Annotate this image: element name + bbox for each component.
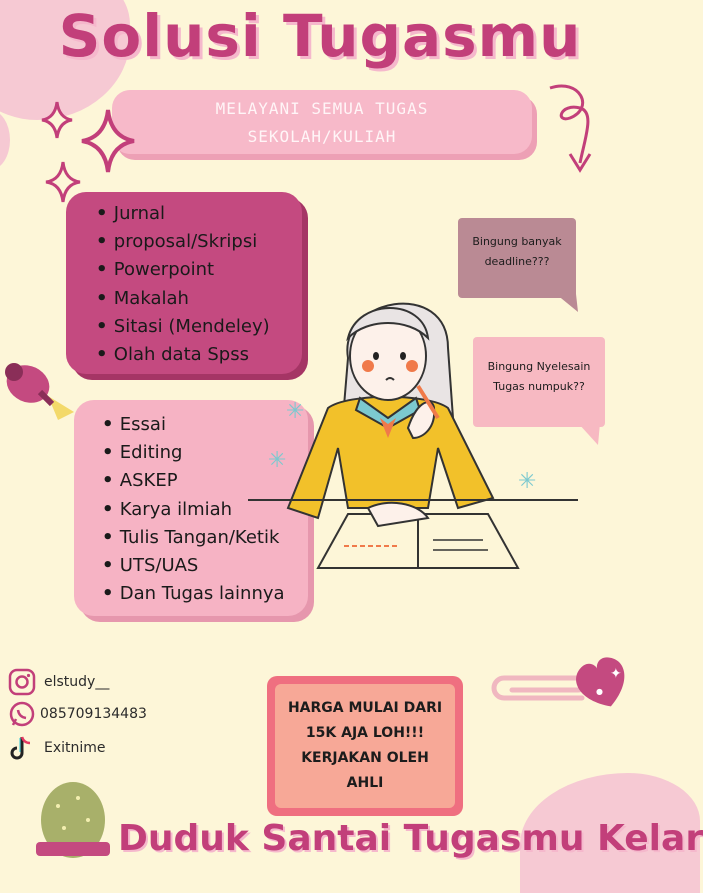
cactus-icon: [28, 776, 118, 853]
decor-blob: [0, 110, 10, 170]
service-item: • Olah data Spss: [96, 341, 302, 369]
svg-text:●: ●: [596, 687, 603, 696]
page-title: Solusi Tugasmu: [58, 2, 582, 70]
tagline-banner: [112, 90, 532, 154]
service-item: • Powerpoint: [96, 256, 302, 284]
bubble-tail: [578, 423, 602, 447]
price-line: AHLI: [346, 775, 384, 791]
instagram-icon: [8, 668, 36, 696]
instagram-handle: elstudy__: [44, 674, 110, 690]
sparkle-icon: [40, 100, 74, 140]
heart-icon: [570, 652, 634, 712]
service-item: • Karya ilmiah: [102, 496, 308, 524]
bubble-text: Tugas numpuk??: [493, 380, 585, 393]
contact-whatsapp[interactable]: [8, 700, 147, 728]
tagline-line1: MELAYANI SEMUA TUGAS: [215, 99, 429, 118]
price-line: HARGA MULAI DARI: [287, 700, 443, 716]
price-line: 15K AJA LOH!!!: [305, 725, 425, 741]
whatsapp-number: 085709134483: [40, 706, 147, 722]
bubble-text: Bingung banyak: [472, 235, 562, 248]
price-box-inner: [275, 684, 455, 808]
service-item: • Dan Tugas lainnya: [102, 580, 308, 608]
curly-arrow-icon: [540, 78, 620, 178]
sparkle-icon: [80, 108, 136, 174]
whatsapp-icon: [8, 700, 36, 728]
tiktok-handle: Exitnime: [44, 740, 106, 756]
service-item: • UTS/UAS: [102, 552, 308, 580]
contact-tiktok[interactable]: [8, 734, 106, 762]
star-icon: ✳: [268, 448, 287, 473]
student-illustration: [248, 278, 588, 578]
service-item: • ASKEP: [102, 467, 308, 495]
service-item: • Sitasi (Mendeley): [96, 313, 302, 341]
lamp-icon: [0, 352, 80, 422]
bubble-text: deadline???: [484, 255, 550, 268]
speech-bubble: [473, 337, 605, 427]
footer-slogan: Duduk Santai Tugasmu Kelar: [118, 818, 703, 859]
service-item: • Jurnal: [96, 200, 302, 228]
tagline-line2: SEKOLAH/KULIAH: [247, 127, 397, 146]
bubble-text: Bingung Nyelesain: [487, 360, 591, 373]
svg-text:✳: ✳: [518, 469, 537, 494]
service-item: • proposal/Skripsi: [96, 228, 302, 256]
svg-text:✳: ✳: [286, 399, 305, 424]
service-item: • Editing: [102, 439, 308, 467]
tiktok-icon: [8, 734, 36, 762]
contact-instagram[interactable]: [8, 668, 109, 696]
price-box: [267, 676, 463, 816]
speech-bubble: [458, 218, 576, 298]
service-item: • Makalah: [96, 285, 302, 313]
service-item: • Essai: [102, 411, 308, 439]
price-line: KERJAKAN OLEH: [301, 750, 429, 766]
service-item: • Tulis Tangan/Ketik: [102, 524, 308, 552]
bubble-tail: [556, 294, 580, 314]
svg-text:✦: ✦: [610, 666, 622, 682]
